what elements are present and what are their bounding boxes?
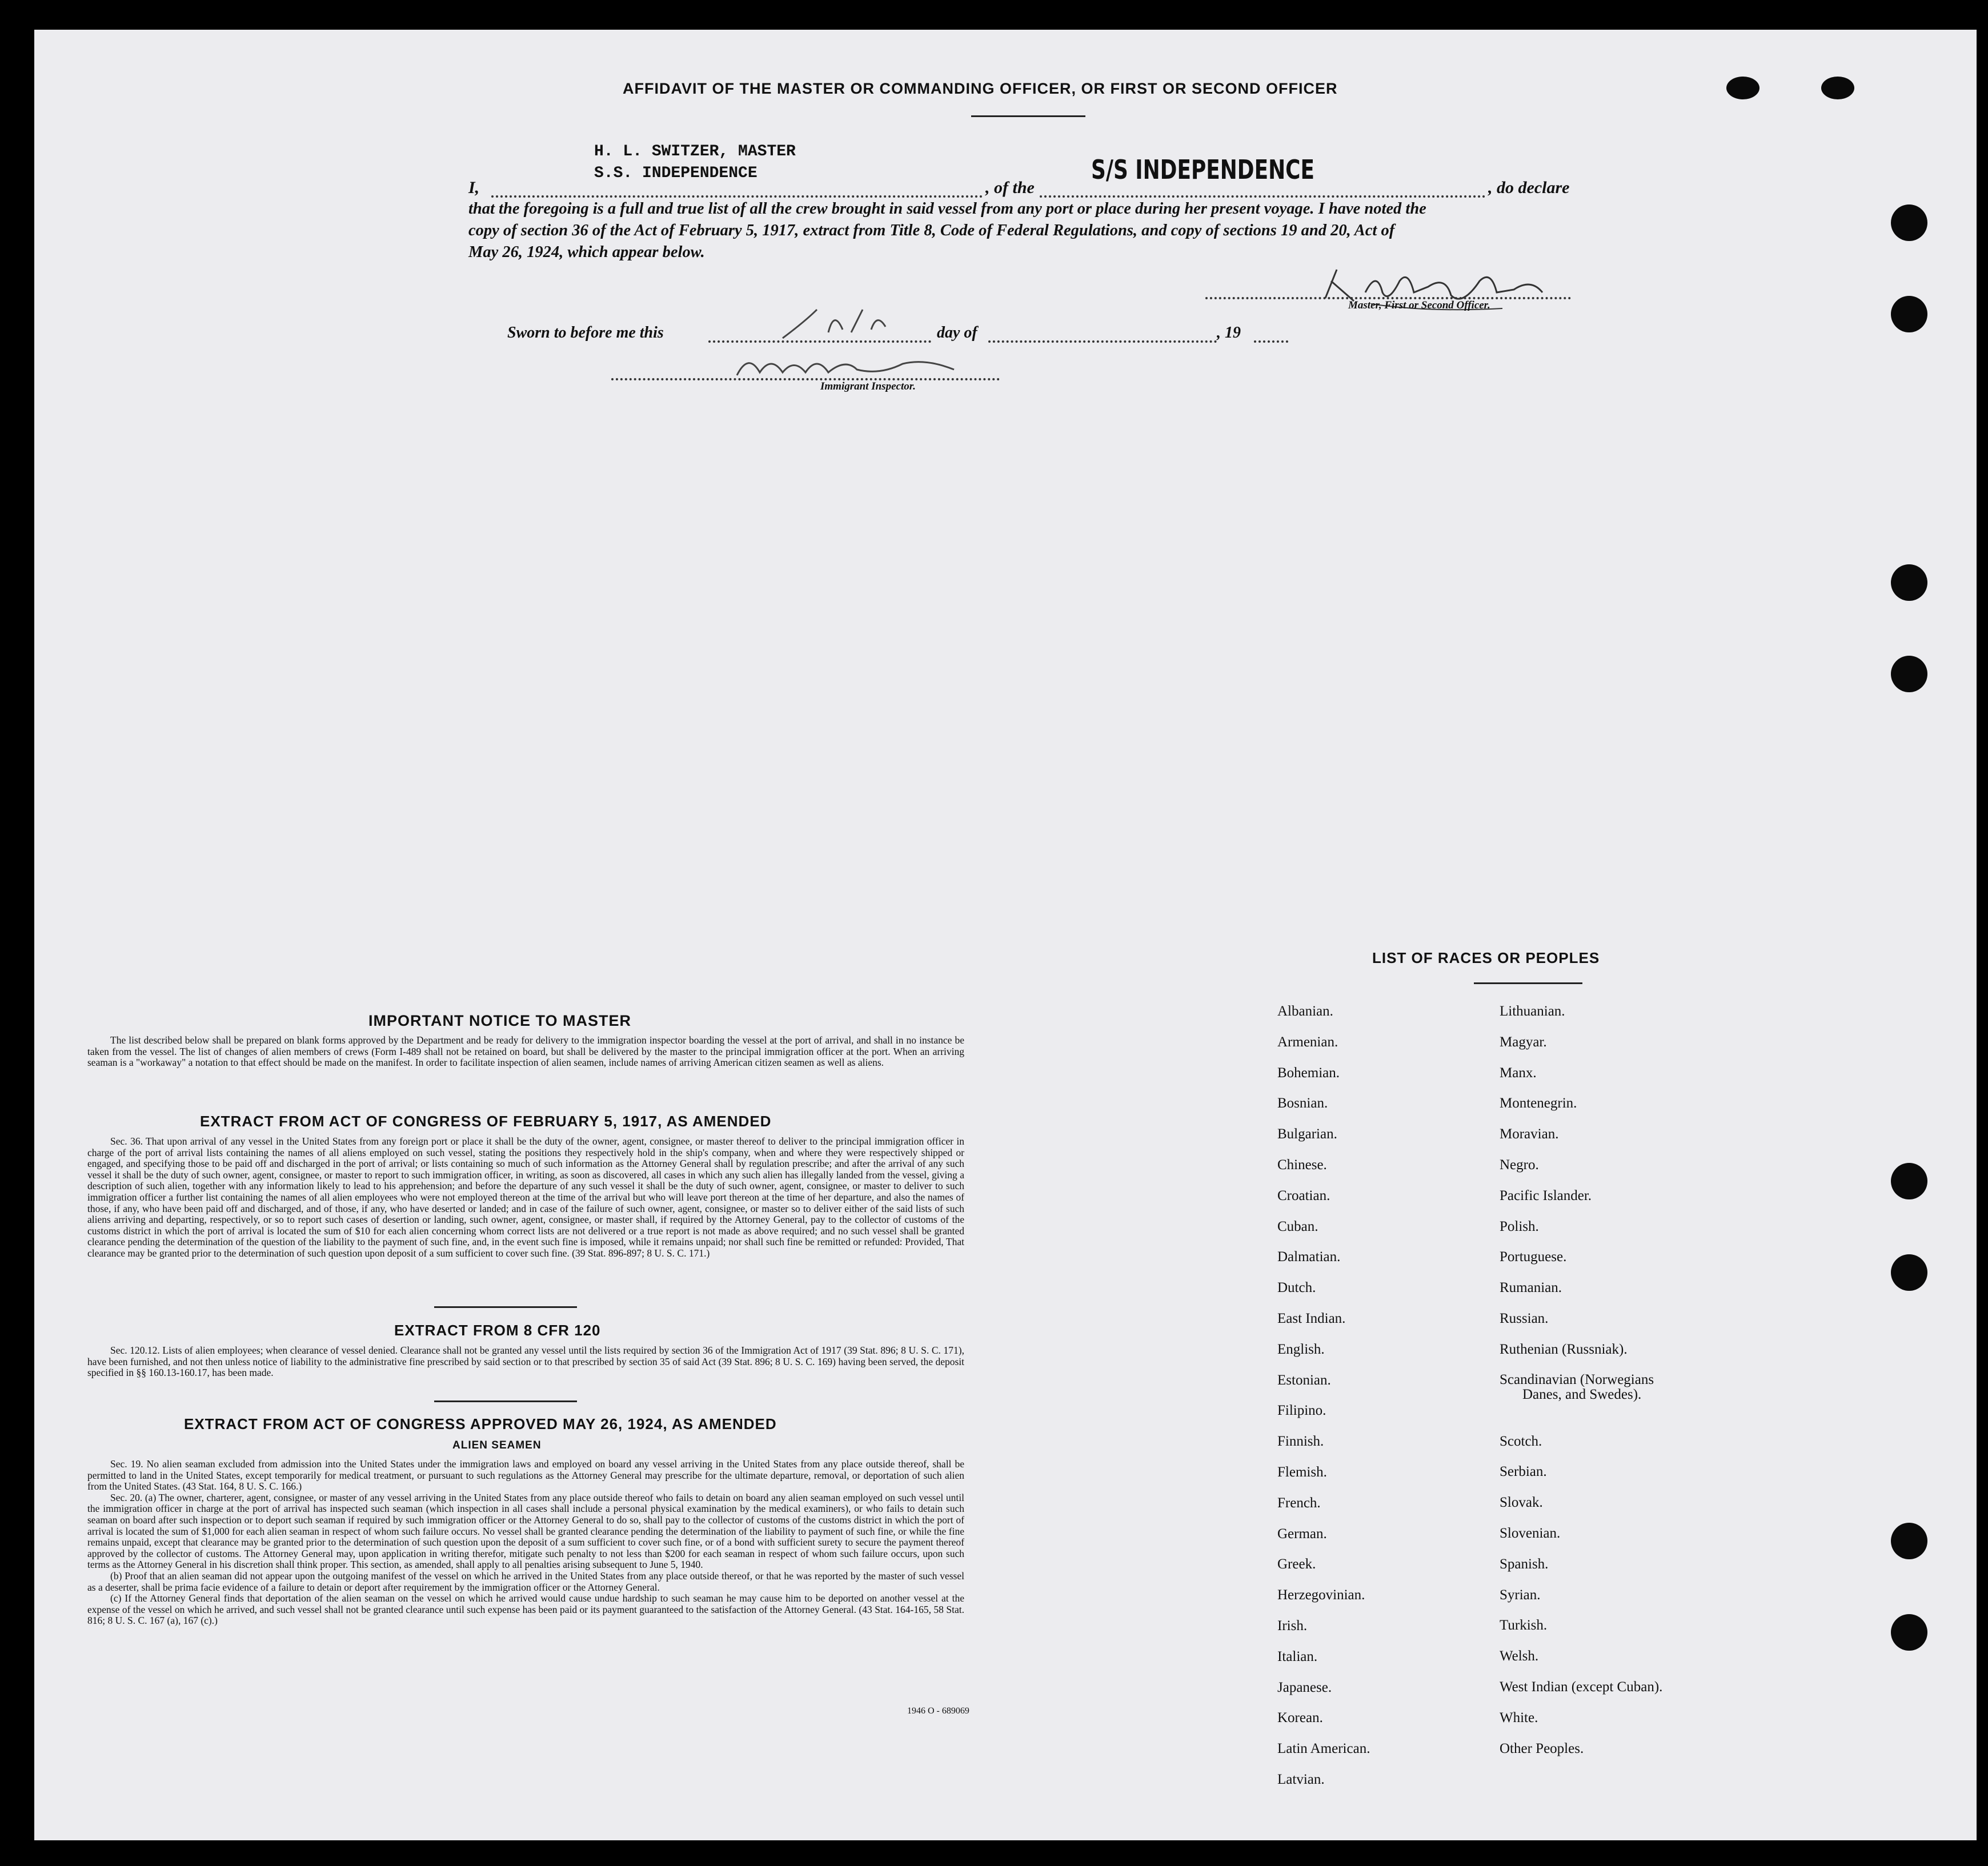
of-the-label: , of the xyxy=(985,178,1035,197)
race-item: Russian. xyxy=(1500,1310,1549,1326)
punch-hole xyxy=(1726,77,1759,99)
document-page xyxy=(34,30,1977,1840)
race-item: Serbian. xyxy=(1500,1464,1547,1480)
race-item: Italian. xyxy=(1277,1648,1318,1664)
race-item: Latin American. xyxy=(1277,1741,1370,1757)
race-item: French. xyxy=(1277,1495,1321,1511)
notice-title: IMPORTANT NOTICE TO MASTER xyxy=(368,1012,631,1029)
handwritten-date xyxy=(771,298,908,344)
do-declare-label: , do declare xyxy=(1488,178,1570,197)
race-item: White. xyxy=(1500,1710,1538,1725)
race-item: Montenegrin. xyxy=(1500,1095,1577,1111)
punch-hole xyxy=(1891,1523,1927,1559)
race-item: Welsh. xyxy=(1500,1648,1539,1664)
race-item: Polish. xyxy=(1500,1218,1539,1234)
punch-hole xyxy=(1891,564,1927,601)
race-item: Turkish. xyxy=(1500,1618,1548,1634)
race-item: Armenian. xyxy=(1277,1034,1338,1050)
divider-1 xyxy=(434,1306,577,1308)
race-item: Danes, and Swedes). xyxy=(1522,1386,1642,1402)
divider-2 xyxy=(434,1400,577,1402)
race-item: Ruthenian (Russniak). xyxy=(1500,1341,1628,1357)
punch-hole xyxy=(1891,656,1927,692)
race-item: Bosnian. xyxy=(1277,1095,1328,1111)
affidavit-title: AFFIDAVIT OF THE MASTER OR COMMANDING OFFICER, OR FIRST OR SECOND OFFICER xyxy=(623,80,1338,97)
name-line xyxy=(491,195,983,198)
race-item: Estonian. xyxy=(1277,1372,1331,1388)
race-item: Cuban. xyxy=(1277,1218,1318,1234)
section-20c-paragraph: (c) If the Attorney General finds that deportation of the alien seaman on the vessel on which he arrived would cause undue hardship to such seaman he may cause him to be deported on another vessel at the expense of the vessel on which he arrived, and such vessel shall not be granted clearance until such expense has been paid or its payment guaranteed to the satisfaction of the Attorney General. (43 Stat. 164-165, 58 Stat. 816; 8 U. S. C. 167 (a), 167 (c).) xyxy=(87,1592,964,1627)
section-20a-paragraph: Sec. 20. (a) The owner, charterer, agent, consignee, or master of any vessel arriving in the United States from any place outside thereof who fails to detain on board any alien seaman employed on such vessel until the immigration officer in charge at the port of arrival has inspected such seaman (which inspection in all cases shall include a personal physical examination by the medical examiners), or who fails to detain such seaman on board after such inspection or to deport such seaman if required by such immigration officer or the Attorney General to do so, shall pay to the collector of customs of the customs district in which the port of arrival is located the sum of $1,000 for each alien seaman in respect of whom such failure occurs. No vessel shall be granted clearance pending the determination of the liability to payment of such fine, or while the fine remains unpaid, except that clearance may be granted prior to the determination of such question upon the deposit of a sum sufficient to cover such fine, or of a bond with sufficient surety to secure the payment thereof approved by the collector of customs. The Attorney General may, upon application in writing therefor, mitigate such penalty to not less than $200 for each seaman in respect of whom such failure occurs, upon such terms as the Attorney General in his discretion shall think proper. This section, as amended, shall apply to all penalties arising subsequent to June 5, 1940. xyxy=(87,1491,964,1571)
race-item: Syrian. xyxy=(1500,1587,1541,1603)
inspector-line xyxy=(611,378,1000,380)
race-item: Finnish. xyxy=(1277,1434,1324,1450)
race-item: Slovenian. xyxy=(1500,1525,1561,1541)
races-title: LIST OF RACES OR PEOPLES xyxy=(1372,949,1600,966)
race-item: Croatian. xyxy=(1277,1187,1330,1203)
section-120-paragraph: Sec. 120.12. Lists of alien employees; when clearance of vessel denied. Clearance shall not be granted any vessel until the lists required by section 36 of the Immigration Act of 1917 (39 Stat. 896; 8 U. S. C. 171), have been furnished, and not then unless notice of liability to the administrative fine prescribed by said section or to that prescribed by section 35 of said Act (39 Stat. 896; 8 U. S. C. 169) having been served, the deposit specified in §§ 160.13-160.17, has been made. xyxy=(87,1345,964,1379)
typed-vessel-line: S.S. INDEPENDENCE xyxy=(594,164,757,182)
race-item: West Indian (except Cuban). xyxy=(1500,1679,1663,1695)
alien-seamen-subtitle: ALIEN SEAMEN xyxy=(452,1439,542,1451)
i-label: I, xyxy=(468,178,480,197)
race-item: Chinese. xyxy=(1277,1157,1327,1173)
race-item: Negro. xyxy=(1500,1157,1539,1173)
race-item: Herzegovinian. xyxy=(1277,1587,1365,1603)
extract-cfr-title: EXTRACT FROM 8 CFR 120 xyxy=(394,1322,601,1339)
races-left-column xyxy=(1277,996,1370,1795)
declaration-line-3: May 26, 1924, which appear below. xyxy=(468,243,705,261)
race-item: Dutch. xyxy=(1277,1280,1316,1296)
day-of-label: day of xyxy=(937,324,977,342)
declaration-line-1: that the foregoing is a full and true list of all the crew brought in said vessel from any port or place during her present voyage. I have noted the xyxy=(468,200,1426,218)
race-item: Portuguese. xyxy=(1500,1249,1567,1265)
race-item: Other Peoples. xyxy=(1500,1740,1584,1756)
race-item: Irish. xyxy=(1277,1618,1308,1634)
race-item: Bulgarian. xyxy=(1277,1126,1337,1142)
race-item: Greek. xyxy=(1277,1556,1316,1572)
typed-master-name: H. L. SWITZER, MASTER xyxy=(594,143,796,160)
race-item: Filipino. xyxy=(1277,1403,1326,1419)
punch-hole xyxy=(1891,296,1927,332)
race-item: German. xyxy=(1277,1526,1327,1542)
declaration-line-2: copy of section 36 of the Act of February 5, 1917, extract from Title 8, Code of Federal Regulations, and copy of sections 19 and 20, Act of xyxy=(468,222,1395,239)
extract-1924-title: EXTRACT FROM ACT OF CONGRESS APPROVED MAY 26, 1924, AS AMENDED xyxy=(184,1415,777,1432)
race-item: Slovak. xyxy=(1500,1495,1543,1511)
punch-hole xyxy=(1821,77,1854,99)
race-item: Scotch. xyxy=(1500,1433,1542,1449)
punch-hole xyxy=(1891,1254,1927,1291)
races-right-column xyxy=(1500,996,1662,1764)
sworn-label: Sworn to before me this xyxy=(507,324,664,342)
section-36-paragraph: Sec. 36. That upon arrival of any vessel in the United States from any foreign port or place it shall be the duty of the owner, agent, consignee, or master thereof to deliver to the principal immigration officer in charge of the port of arrival lists containing the names of all aliens employed on such vessel, stating the positions they respectively hold in the ship's company, when and where they were respectively shipped or engaged, and specifying those to be paid off and discharged in the port of arrival; or lists containing so much of such information as the Attorney General shall by regulation prescribe; and after the arrival of any such vessel it shall be the duty of such owner, agent, consignee, or master to report to such immigration officer, in writing, as soon as discovered, all cases in which any such alien has illegally landed from the vessel, giving a description of such alien, together with any information likely to lead to his apprehension; and before the departure of any such vessel it shall be the duty of such owner, agent, consignee, or master to deliver to such immigration officer a further list containing the names of all alien employees who were not employed thereon at the time of the arrival but who will leave port thereon at the time of her departure, and also the names of those, if any, who have been paid off and discharged, and of those, if any, who have deserted or landed; and in case of the failure of such owner, agent, consignee, or master so to deliver either of the said lists of such aliens arriving and departing, respectively, or so to report such cases of desertion or landing, such owner, agent, consignee, or master shall, if required by the Attorney General, pay to the collector of customs of the customs district in which the port of arrival is located the sum of $10 for each alien concerning whom correct lists are not delivered or a true report is not made as above required; and no such vessel shall be granted clearance pending the determination of the question of the liability to the payment of such fine, and, in the event such fine is imposed, while it remains unpaid; nor shall such fine be remitted or refunded: Provided, That clearance may be granted prior to the determination of such question upon deposit of a sum sufficient to cover such fine. (39 Stat. 896-897; 8 U. S. C. 171.) xyxy=(87,1135,964,1259)
races-title-rule xyxy=(1474,982,1582,984)
extract-1917-title: EXTRACT FROM ACT OF CONGRESS OF FEBRUARY 5, 1917, AS AMENDED xyxy=(200,1113,772,1130)
race-item: English. xyxy=(1277,1341,1325,1357)
extract-cfr-text xyxy=(87,1345,964,1379)
race-item: Pacific Islander. xyxy=(1500,1187,1592,1203)
race-item: Japanese. xyxy=(1277,1679,1332,1695)
title-rule xyxy=(971,115,1085,117)
race-item: Latvian. xyxy=(1277,1771,1325,1787)
race-item: Flemish. xyxy=(1277,1464,1327,1480)
vessel-name: S/S INDEPENDENCE xyxy=(1091,154,1314,185)
section-20b-paragraph: (b) Proof that an alien seaman did not appear upon the outgoing manifest of the vessel on which he arrived in the United States from any place outside thereof, or that he was reported by the master of such vessel as a deserter, shall be prima facie evidence of a failure to detain or deport after requirement by the immigration officer or the Attorney General. xyxy=(87,1570,964,1593)
race-item: Albanian. xyxy=(1277,1004,1333,1019)
notice-paragraph: The list described below shall be prepared on blank forms approved by the Department and be ready for delivery to the immigration inspector boarding the vessel at the port of arrival, and shall in no instance be taken from the vessel. The list of changes of alien members of crews (Form I-489 shall not be retained on board, but shall be delivered by the master to the principal immigration officer at the port. When an arriving seaman is a "workaway" a notation to that effect should be made on the manifest. In order to facilitate inspection of alien seamen, include names of arriving American citizen seamen as well as aliens. xyxy=(87,1034,964,1069)
year-label: , 19 xyxy=(1217,324,1241,342)
punch-hole xyxy=(1891,204,1927,241)
extract-1917-text xyxy=(87,1136,964,1259)
section-19-paragraph: Sec. 19. No alien seaman excluded from admission into the United States under the immigration laws and employed on board any vessel arriving in the United States from any place outside thereof, shall be permitted to land in the United States, except temporarily for medical treatment, or pursuant to such regulations as the Attorney General may prescribe for the ultimate departure, removal, or deportation of such alien from the United States. (43 Stat. 164, 8 U. S. C. 166.) xyxy=(87,1458,964,1492)
race-item: Bohemian. xyxy=(1277,1065,1340,1081)
race-item: Rumanian. xyxy=(1500,1280,1562,1296)
race-item: Lithuanian. xyxy=(1500,1004,1565,1019)
race-item: Moravian. xyxy=(1500,1126,1559,1142)
sworn-month-line xyxy=(988,340,1217,343)
notice-text xyxy=(87,1035,964,1069)
race-item: Spanish. xyxy=(1500,1556,1549,1572)
race-item: East Indian. xyxy=(1277,1310,1346,1326)
vessel-line xyxy=(1040,195,1485,198)
inspector-caption: Immigrant Inspector. xyxy=(820,380,916,392)
extract-1924-text xyxy=(87,1459,964,1627)
race-item: Scandinavian (Norwegians xyxy=(1500,1371,1654,1387)
punch-hole xyxy=(1891,1163,1927,1199)
race-item: Manx. xyxy=(1500,1065,1537,1081)
race-item: Dalmatian. xyxy=(1277,1249,1341,1265)
year-line xyxy=(1254,340,1288,343)
race-item: Korean. xyxy=(1277,1710,1323,1726)
punch-hole xyxy=(1891,1614,1927,1651)
race-item: Magyar. xyxy=(1500,1034,1547,1050)
signature-caption: Master, First or Second Officer. xyxy=(1348,299,1490,311)
print-code: 1946 O - 689069 xyxy=(907,1706,969,1716)
